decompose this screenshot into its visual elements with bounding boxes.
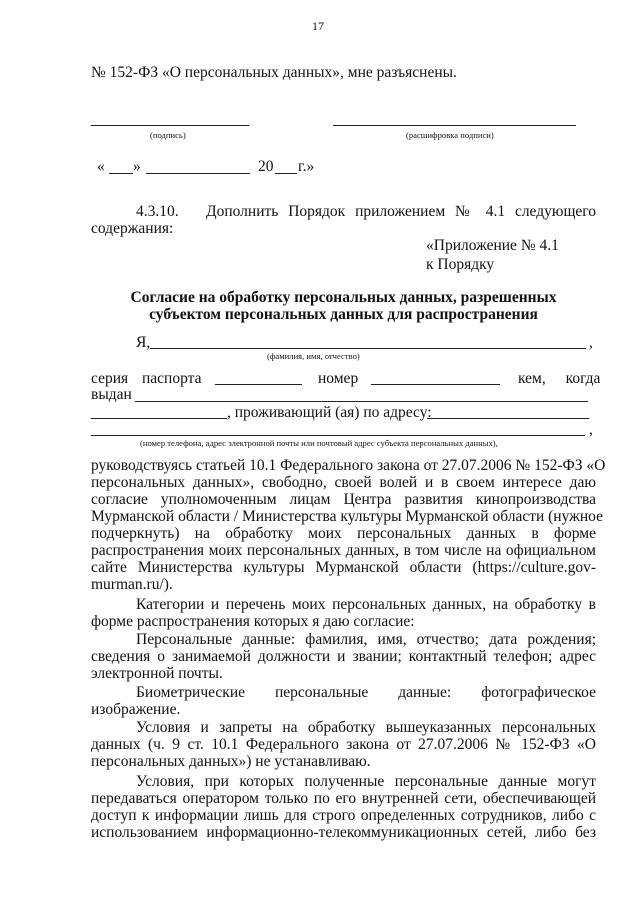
text-line: форме распространения которых я даю согласие: (91, 613, 415, 630)
text-line: доступ к информации лишь для строго определенных сотрудников, либо с (91, 807, 596, 824)
clause-number: 4.3.10. (136, 203, 179, 220)
date-month-line (146, 173, 250, 174)
text-line: передаваться оператором только по его внутренней сети, обеспечивающей (91, 790, 596, 807)
date-year-suffix: г.» (298, 158, 315, 175)
passport-seria-label: серия паспорта (91, 370, 202, 387)
decoding-caption: (расшифровка подписи) (406, 130, 494, 140)
appendix-line1: «Приложение № 4.1 (426, 237, 559, 254)
text-line: изображение. (91, 701, 181, 718)
text-line: сайте Министерства культуры Мурманской области (https://culture.gov- (91, 559, 596, 576)
intro-line: № 152-ФЗ «О персональных данных», мне разъяснены. (91, 64, 457, 81)
form-ya: Я, (136, 334, 151, 351)
appendix-line2: к Порядку (426, 256, 495, 273)
clause-text-line2: содержания: (91, 220, 174, 237)
passport-nomer-line (371, 384, 500, 385)
text-line: персональных данных») не устанавливаю. (91, 753, 371, 770)
passport-seria-line (215, 384, 302, 385)
text-line: Условия и запреты на обработку вышеуказанных персональных (136, 719, 596, 736)
text-line: использованием информационно-телекоммуникационных сетей, либо без (91, 824, 596, 841)
clause-text-line1: Дополнить Порядок приложением № 4.1 следующего (206, 203, 596, 220)
fio-caption: (фамилия, имя, отчество) (267, 351, 360, 361)
text-line: сведения о занимаемой должности и звании; контактный телефон; адрес (91, 648, 596, 665)
date-day-line (109, 173, 133, 174)
address-line (427, 418, 589, 419)
passport-nomer-label: номер (318, 370, 359, 387)
contacts-comma: , (589, 421, 593, 438)
address-prefix-line (91, 418, 227, 419)
text-line: распространения моих персональных данных, в том числе на официальном (91, 542, 596, 559)
consent-title-line1: Согласие на обработку персональных данных, разрешенных (130, 289, 557, 306)
fio-comma: , (589, 334, 593, 351)
contacts-line (91, 435, 585, 436)
text-line: электронной почты. (91, 665, 223, 682)
text-line: murman.ru/). (91, 576, 173, 593)
text-line: Категории и перечень моих персональных данных, на обработку в (136, 596, 596, 613)
date-open-quote: « (97, 158, 105, 175)
address-label: , проживающий (ая) по адресу: (227, 404, 432, 421)
text-line: Мурманской области / Министерства культуры Мурманской области (нужное (91, 508, 603, 525)
passport-kem-kogda: кем, когда (518, 370, 601, 387)
signature-line (91, 125, 249, 126)
signature-caption: (подпись) (150, 130, 186, 140)
date-year-prefix: 20 (258, 158, 274, 175)
text-line: Условия, при которых полученные персональные данные могут (136, 773, 596, 790)
text-line: Персональные данные: фамилия, имя, отчество; дата рождения; (136, 631, 596, 648)
text-line: Биометрические персональные данные: фотографическое (136, 684, 596, 701)
date-close-quote: » (133, 158, 141, 175)
date-year-line (275, 173, 297, 174)
decoding-line (333, 125, 576, 126)
passport-vydan-label: выдан (91, 386, 132, 403)
text-line: согласие уполномоченным лицам Центра развития кинопроизводства (91, 491, 596, 508)
text-line: руководствуясь статьей 10.1 Федерального закона от 27.07.2006 № 152-ФЗ «О (91, 457, 606, 474)
fio-line (150, 348, 586, 349)
contacts-caption: (номер телефона, адрес электронной почты или почтовый адрес субъекта персональных данных), (140, 438, 498, 448)
passport-vydan-line (135, 401, 588, 402)
page-number: 17 (312, 19, 324, 33)
text-line: подчеркнуть) на обработку моих персональных данных в форме (91, 525, 596, 542)
consent-title-line2: субъектом персональных данных для распространения (149, 306, 538, 323)
text-line: данных (ч. 9 ст. 10.1 Федерального закона от 27.07.2006 № 152-ФЗ «О (91, 736, 596, 753)
text-line: персональных данных», свободно, своей волей и в своем интересе даю (91, 474, 596, 491)
